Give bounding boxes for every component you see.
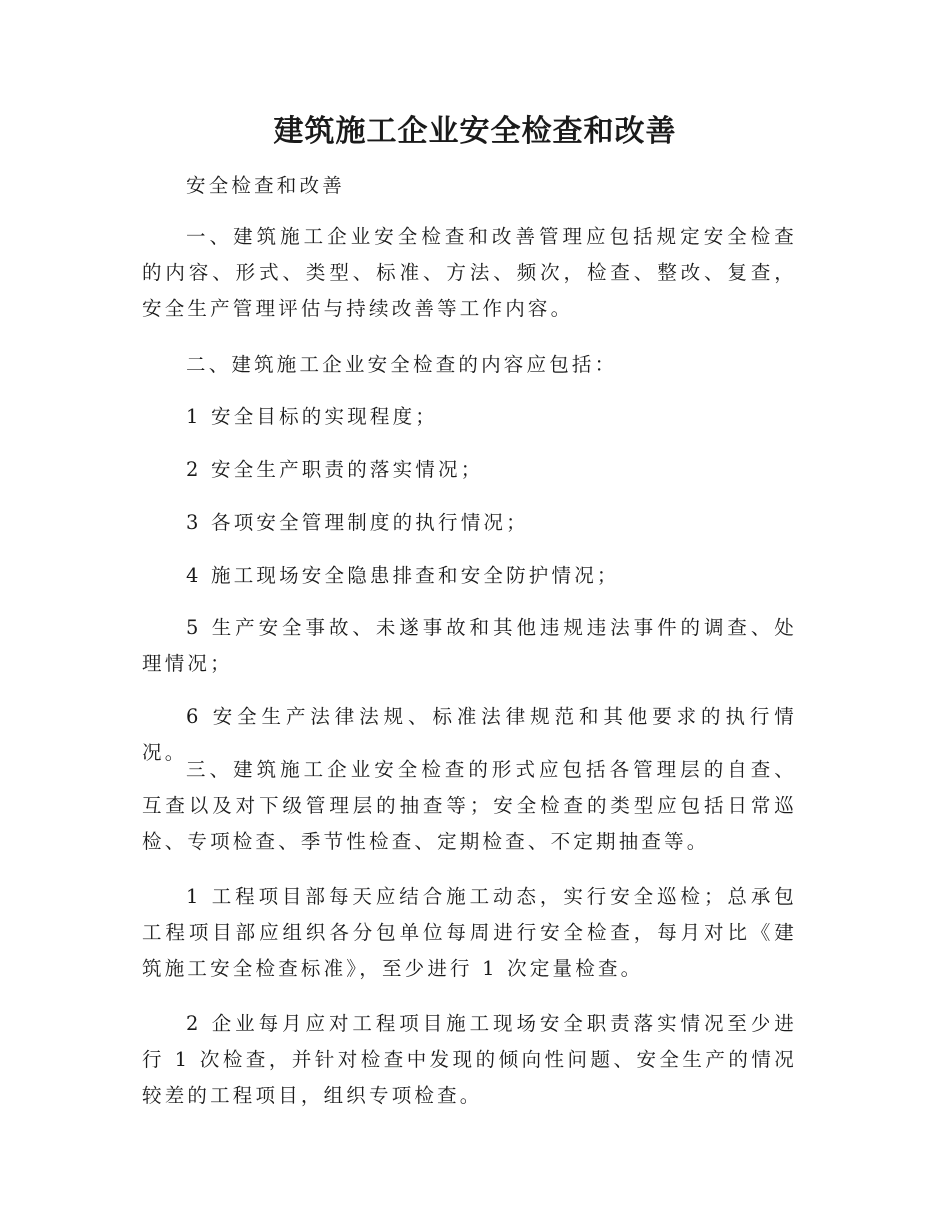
- document-title: 建筑施工企业安全检查和改善: [273, 114, 677, 149]
- paragraph-section-3: 三、建筑施工企业安全检查的形式应包括各管理层的自查、互查以及对下级管理层的抽查等；安全检查的类型应包括日常巡检、专项检查、季节性检查、定期检查、不定期抽查等。: [142, 758, 797, 853]
- paragraph-subtitle: 安全检查和改善: [186, 174, 345, 197]
- paragraph-section-2: 二、建筑施工企业安全检查的内容应包括：: [186, 353, 618, 376]
- list-item-4: 4 施工现场安全隐患排查和安全防护情况；: [186, 564, 620, 587]
- list-item-2: 2 安全生产职责的落实情况；: [186, 458, 484, 481]
- list-item-6: 6 安全生产法律法规、标准法律规范和其他要求的执行情况。: [142, 705, 797, 764]
- list-item-3: 3 各项安全管理制度的执行情况；: [186, 511, 529, 534]
- list-item-1: 1 安全目标的实现程度；: [186, 405, 439, 428]
- paragraph-section-3-item-1: 1 工程项目部每天应结合施工动态，实行安全巡检；总承包工程项目部应组织各分包单位每周进行安全检查，每月对比《建筑施工安全检查标准》，至少进行 1 次定量检查。: [142, 885, 797, 980]
- list-item-5: 5 生产安全事故、未遂事故和其他违规违法事件的调查、处理情况；: [142, 616, 797, 675]
- paragraph-section-1: 一、建筑施工企业安全检查和改善管理应包括规定安全检查的内容、形式、类型、标准、方法、频次，检查、整改、复查，安全生产管理评估与持续改善等工作内容。: [142, 225, 797, 320]
- paragraph-section-3-item-2: 2 企业每月应对工程项目施工现场安全职责落实情况至少进行 1 次检查，并针对检查中发现的倾向性问题、安全生产的情况较差的工程项目，组织专项检查。: [142, 1012, 797, 1107]
